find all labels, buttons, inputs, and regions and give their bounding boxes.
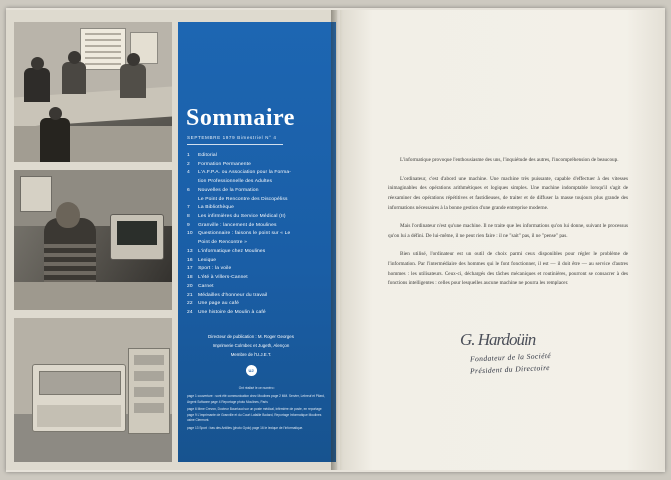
list-item[interactable] <box>187 239 330 248</box>
photo-credits <box>187 386 327 431</box>
photo-person <box>40 118 70 162</box>
photo-wallchart <box>20 176 52 212</box>
page-title: Sommaire <box>186 105 295 131</box>
toc-label: L'informatique chez Moulines <box>198 248 266 254</box>
toc-page <box>187 196 198 205</box>
list-item[interactable] <box>187 222 330 231</box>
toc-page: 9 <box>187 222 190 228</box>
list-item[interactable] <box>187 257 330 266</box>
toc-label: Le Point de Rencontre des Discopéliss <box>198 196 288 202</box>
photo-line-printer <box>32 364 126 432</box>
toc-page: 18 <box>187 275 193 281</box>
toc-page: 10 <box>187 231 193 237</box>
divider <box>187 144 283 145</box>
signature-title-line2: Président du Directoire <box>469 362 551 376</box>
photo-terminal-operator <box>14 170 172 310</box>
photo-credits-heading: Ont réalisé le ce numéro : <box>238 386 276 391</box>
list-item[interactable] <box>187 152 330 161</box>
toc-page: 2 <box>187 161 190 167</box>
signature-block <box>460 330 630 376</box>
list-item[interactable] <box>187 204 330 213</box>
list-item[interactable] <box>187 274 330 283</box>
editorial-paragraph: L'ordinateur, c'est d'abord une machine. Une machine très puissante, capable d'effectuer à des vitesses inimaginables des opérations arithmétiques et logiques simples. Une machine indomptable lorsqu'il s'agit de réexaminer des opérations répétitives et fastidieuses, de traiter et de diffuser la masse toujours plus grande des informations nécessaires à la bonne gestion d'une grande entreprise moderne. <box>388 175 628 211</box>
table-of-contents <box>187 152 330 318</box>
toc-page: 13 <box>187 248 193 254</box>
toc-page: 16 <box>187 257 193 263</box>
toc-label: Une histoire de Moulin à café <box>198 309 266 315</box>
photo-person <box>120 64 146 98</box>
editorial-paragraph: Bien utilisé, l'ordinateur est un outil de choix parmi ceux disponibles pour régler le problème de l'information. Par l'intermédiaire des hommes qui le font fonctionner, il est — il doit être — au service d'autres hommes : les utilisateurs. Ceux-ci, déchargés des tâches mécaniques et routinières, pourront se consacrer à des fonctions intelligentes : celles pour lesquelles aucune machine ne pourra les remplacer. <box>388 251 628 287</box>
list-item[interactable] <box>187 178 330 187</box>
toc-label: Une page au café <box>198 301 240 307</box>
association-logo <box>187 365 315 376</box>
photo-wallboard <box>80 28 126 70</box>
toc-page: 24 <box>187 309 193 315</box>
ujet-badge-icon: UJ <box>246 365 257 376</box>
toc-page <box>187 239 198 248</box>
toc-page: 21 <box>187 292 193 298</box>
toc-label: Les infirmières du Service Médical (II) <box>198 214 286 220</box>
toc-label: La Bibliothèque <box>198 205 234 211</box>
toc-page: 4 <box>187 170 190 176</box>
toc-page: 7 <box>187 205 190 211</box>
toc-label: Point de Rencontre » <box>198 240 247 246</box>
photo-desk-back <box>14 126 172 162</box>
list-item[interactable] <box>187 169 330 178</box>
handwritten-signature: G. Hardoüin <box>460 330 536 349</box>
toc-label: Carnet <box>198 283 214 289</box>
list-item[interactable] <box>187 283 330 292</box>
photo-column <box>14 22 172 462</box>
toc-page: 20 <box>187 283 193 289</box>
publication-credits <box>187 332 315 360</box>
left-page <box>6 10 337 470</box>
list-item[interactable] <box>187 213 330 222</box>
right-page <box>340 10 665 470</box>
photo-computer-cabinet <box>128 348 170 434</box>
photo-credit-block: page 6 Mme Crevon, Docteur Bourriaud sur un poste médical, infirmière de poste, en reportage page 9 L'imprimante de Granville et du Court Lafaille Bodard, Reportage Informatique Moulines usine Clermont. <box>187 407 322 423</box>
page-gutter-shadow <box>331 10 343 470</box>
photo-credit-block: page 1 couverture : sont été communication chez Moulines page 2 MM. Servier, Lebreuf et Pilard, Argent Software page 4 Reportage photo Moulines, Paris <box>187 394 325 404</box>
list-item[interactable] <box>187 309 330 318</box>
list-item[interactable] <box>187 230 330 239</box>
list-item[interactable] <box>187 161 330 170</box>
toc-label: Formation Permanente <box>198 161 252 167</box>
toc-page: 1 <box>187 153 190 158</box>
toc-label: L'A.F.P.A. ou Association pour la Forma- <box>198 170 292 176</box>
editorial-paragraph: Mais l'ordinateur n'est qu'une machine. Il ne traite que les informations qu'on lui donne, suivant le processus qu'on lui a défini. De lui-même, il ne peut rien faire : il ne "sait" pas, il ne "pense" pas. <box>388 223 628 239</box>
toc-label: Granville : lancement de Moulines <box>198 222 277 228</box>
editorial-paragraph: L'informatique provoque l'enthousiasme des uns, l'inquiétude des autres, l'incompréhension de beaucoup. <box>400 157 619 163</box>
editorial-text <box>388 156 628 298</box>
toc-page: 6 <box>187 187 190 193</box>
photo-computer-terminal <box>110 214 164 260</box>
photo-person <box>62 62 86 94</box>
list-item[interactable] <box>187 265 330 274</box>
toc-page: 17 <box>187 266 193 272</box>
photo-person <box>24 68 50 102</box>
toc-page <box>187 178 198 187</box>
toc-label: Questionnaire : faisons le point sur « Le <box>198 231 291 237</box>
toc-label: Editorial <box>198 153 218 158</box>
contents-panel <box>178 22 336 462</box>
toc-page: 22 <box>187 301 193 307</box>
photo-computer-room <box>14 318 172 462</box>
list-item[interactable] <box>187 248 330 257</box>
toc-label: Lexique <box>198 257 217 263</box>
toc-label: Sport : la voile <box>198 266 232 272</box>
toc-label: Nouvelles de la Formation <box>198 187 259 193</box>
toc-label: tion Professionnelle des Adultes <box>198 179 273 185</box>
list-item[interactable] <box>187 187 330 196</box>
signature-title-line1: Fondateur de la Société <box>469 350 552 364</box>
photo-desk <box>14 282 172 310</box>
toc-label: Médailles d'honneur du travail <box>198 292 268 298</box>
list-item[interactable] <box>187 196 330 205</box>
list-item[interactable] <box>187 300 330 309</box>
credit-membership: Membre de l'U.J.E.T. <box>230 352 272 358</box>
photo-office-meeting <box>14 22 172 162</box>
list-item[interactable] <box>187 292 330 301</box>
credit-publisher: Directeur de publication : M. Roger Georges <box>208 333 294 339</box>
credit-printer: Imprimerie Colmbec et Jugeth, Alençon <box>212 342 290 348</box>
toc-page: 8 <box>187 214 190 220</box>
issue-info: SEPTEMBRE 1979 Bimestriel N° 4 <box>187 135 277 140</box>
toc-label: L'été à Villers-Cannet <box>198 275 248 281</box>
photo-credit-block: page 13 Sport : bas des Antilles (photo Gydo) page 16 le lexique de l'informatique. <box>187 425 304 430</box>
